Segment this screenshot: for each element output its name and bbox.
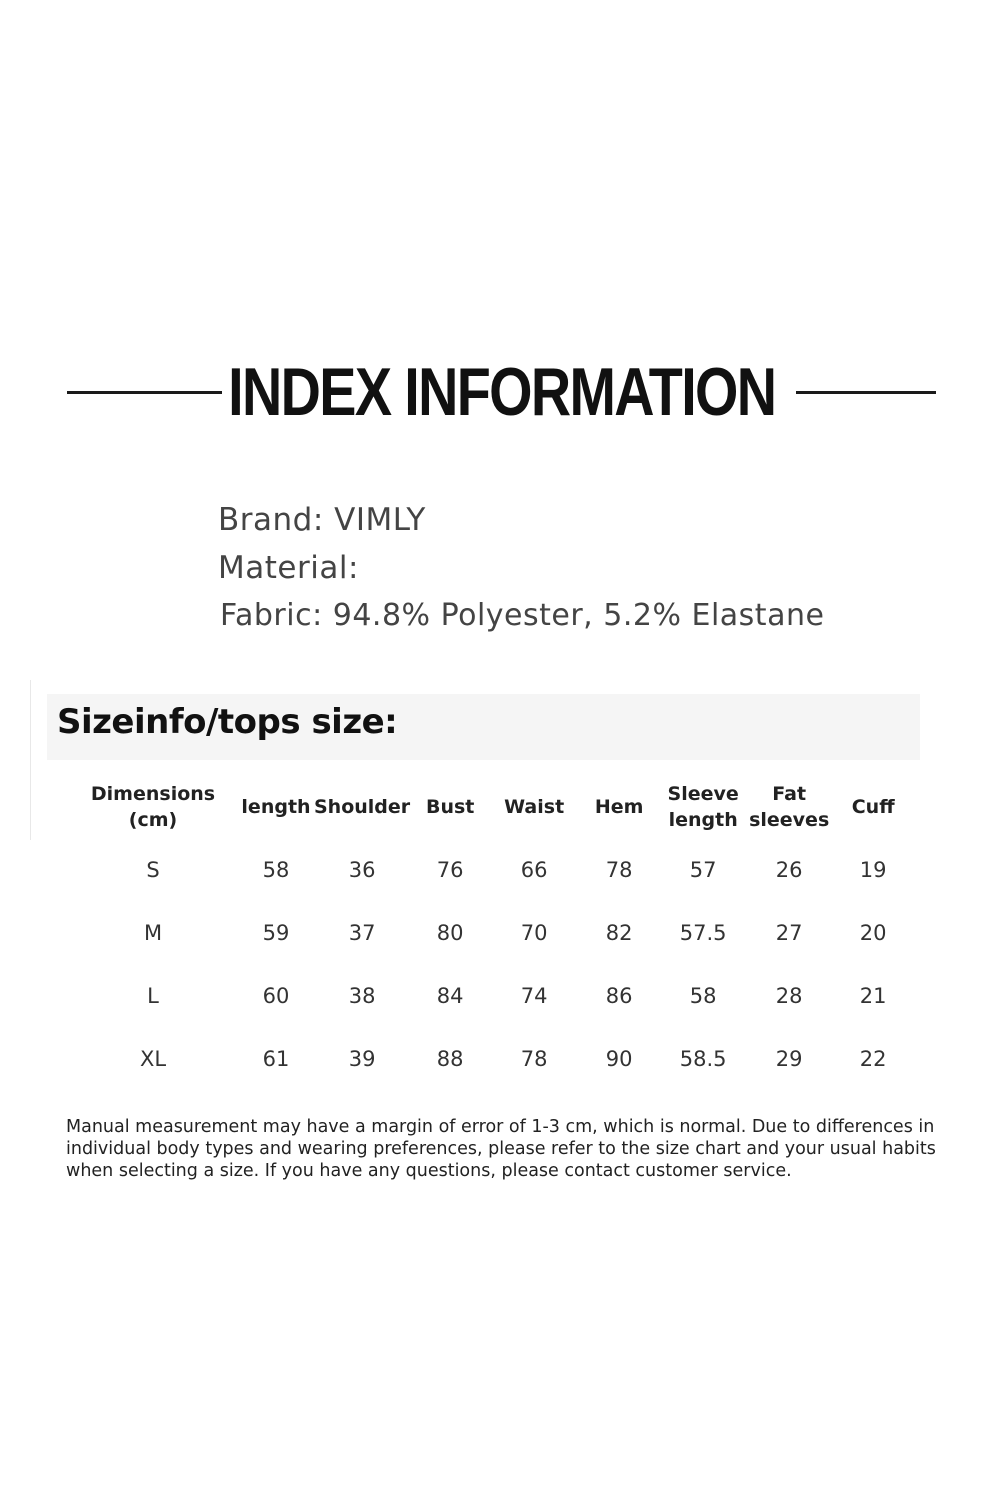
measurement-cell: 58.5: [679, 1046, 727, 1071]
measurement-cell: 90: [605, 1046, 633, 1071]
column-header-line: Bust: [425, 796, 475, 818]
measurement-cell: 82: [605, 920, 633, 945]
size-table-body: [68, 838, 914, 1090]
column-header-dimensions: [68, 776, 238, 838]
column-header-fat-sleeves: [746, 776, 832, 838]
panel-edge: [30, 680, 31, 840]
measurement-cell: 29: [775, 1046, 803, 1071]
measurement-cell: 88: [436, 1046, 464, 1071]
size-section-heading: Sizeinfo/tops size:: [57, 702, 398, 742]
column-header-cuff: [832, 776, 914, 838]
fabric-line: Fabric: 94.8% Polyester, 5.2% Elastane: [220, 598, 825, 633]
measurement-cell: 57.5: [679, 920, 727, 945]
column-header-line: Cuff: [851, 796, 895, 818]
column-header-shoulder: [314, 776, 410, 838]
column-header-line: length: [241, 796, 311, 818]
measurement-cell: 36: [348, 857, 376, 882]
size-table: [68, 776, 914, 1090]
size-label-cell: M: [143, 920, 163, 945]
title-divider-right: [796, 391, 936, 394]
size-table-header-row: [68, 776, 914, 838]
measurement-cell: 78: [520, 1046, 548, 1071]
size-label-cell: L: [147, 983, 159, 1008]
measurement-cell: 58: [689, 983, 717, 1008]
size-label-cell: S: [146, 857, 160, 882]
column-header-hem: [578, 776, 660, 838]
page-title: INDEX INFORMATION: [228, 354, 776, 430]
column-header-line: Sleeve: [667, 783, 739, 805]
product-info: [218, 496, 824, 640]
measurement-cell: 74: [520, 983, 548, 1008]
column-header-line: length: [668, 809, 738, 831]
measurement-cell: 59: [262, 920, 290, 945]
measurement-cell: 76: [436, 857, 464, 882]
measurement-cell: 60: [262, 983, 290, 1008]
column-header-bust: [410, 776, 490, 838]
column-header-line: Hem: [594, 796, 644, 818]
measurement-cell: 86: [605, 983, 633, 1008]
column-header-line: Dimensions: [90, 783, 216, 805]
column-header-length: [238, 776, 314, 838]
table-row: [68, 901, 914, 964]
column-header-line: Fat: [772, 783, 807, 805]
measurement-cell: 19: [859, 857, 887, 882]
measurement-cell: 21: [859, 983, 887, 1008]
brand-line: Brand: VIMLY: [218, 502, 426, 538]
measurement-note: Manual measurement may have a margin of error of 1-3 cm, which is normal. Due to differences in individual body types and wearing preferences, please refer to the size chart and your usual habits when selecting a size. If you have any questions, please contact customer service.: [66, 1117, 936, 1181]
measurement-cell: 20: [859, 920, 887, 945]
measurement-cell: 66: [520, 857, 548, 882]
measurement-cell: 27: [775, 920, 803, 945]
measurement-cell: 84: [436, 983, 464, 1008]
measurement-cell: 37: [348, 920, 376, 945]
measurement-cell: 26: [775, 857, 803, 882]
column-header-sleeve-length: [660, 776, 746, 838]
column-header-line: (cm): [128, 809, 178, 831]
column-header-line: Shoulder: [314, 796, 411, 818]
material-line: Material:: [218, 550, 359, 586]
column-header-waist: [490, 776, 578, 838]
measurement-cell: 61: [262, 1046, 290, 1071]
column-header-line: Waist: [504, 796, 565, 818]
measurement-cell: 78: [605, 857, 633, 882]
measurement-cell: 58: [262, 857, 290, 882]
measurement-cell: 57: [689, 857, 717, 882]
measurement-cell: 39: [348, 1046, 376, 1071]
measurement-cell: 38: [348, 983, 376, 1008]
table-row: [68, 964, 914, 1027]
size-label-cell: XL: [139, 1046, 167, 1071]
table-row: [68, 1027, 914, 1090]
measurement-cell: 70: [520, 920, 548, 945]
measurement-cell: 80: [436, 920, 464, 945]
measurement-cell: 28: [775, 983, 803, 1008]
measurement-cell: 22: [859, 1046, 887, 1071]
size-section-header: [47, 694, 920, 760]
column-header-line: sleeves: [749, 809, 830, 831]
table-row: [68, 838, 914, 901]
